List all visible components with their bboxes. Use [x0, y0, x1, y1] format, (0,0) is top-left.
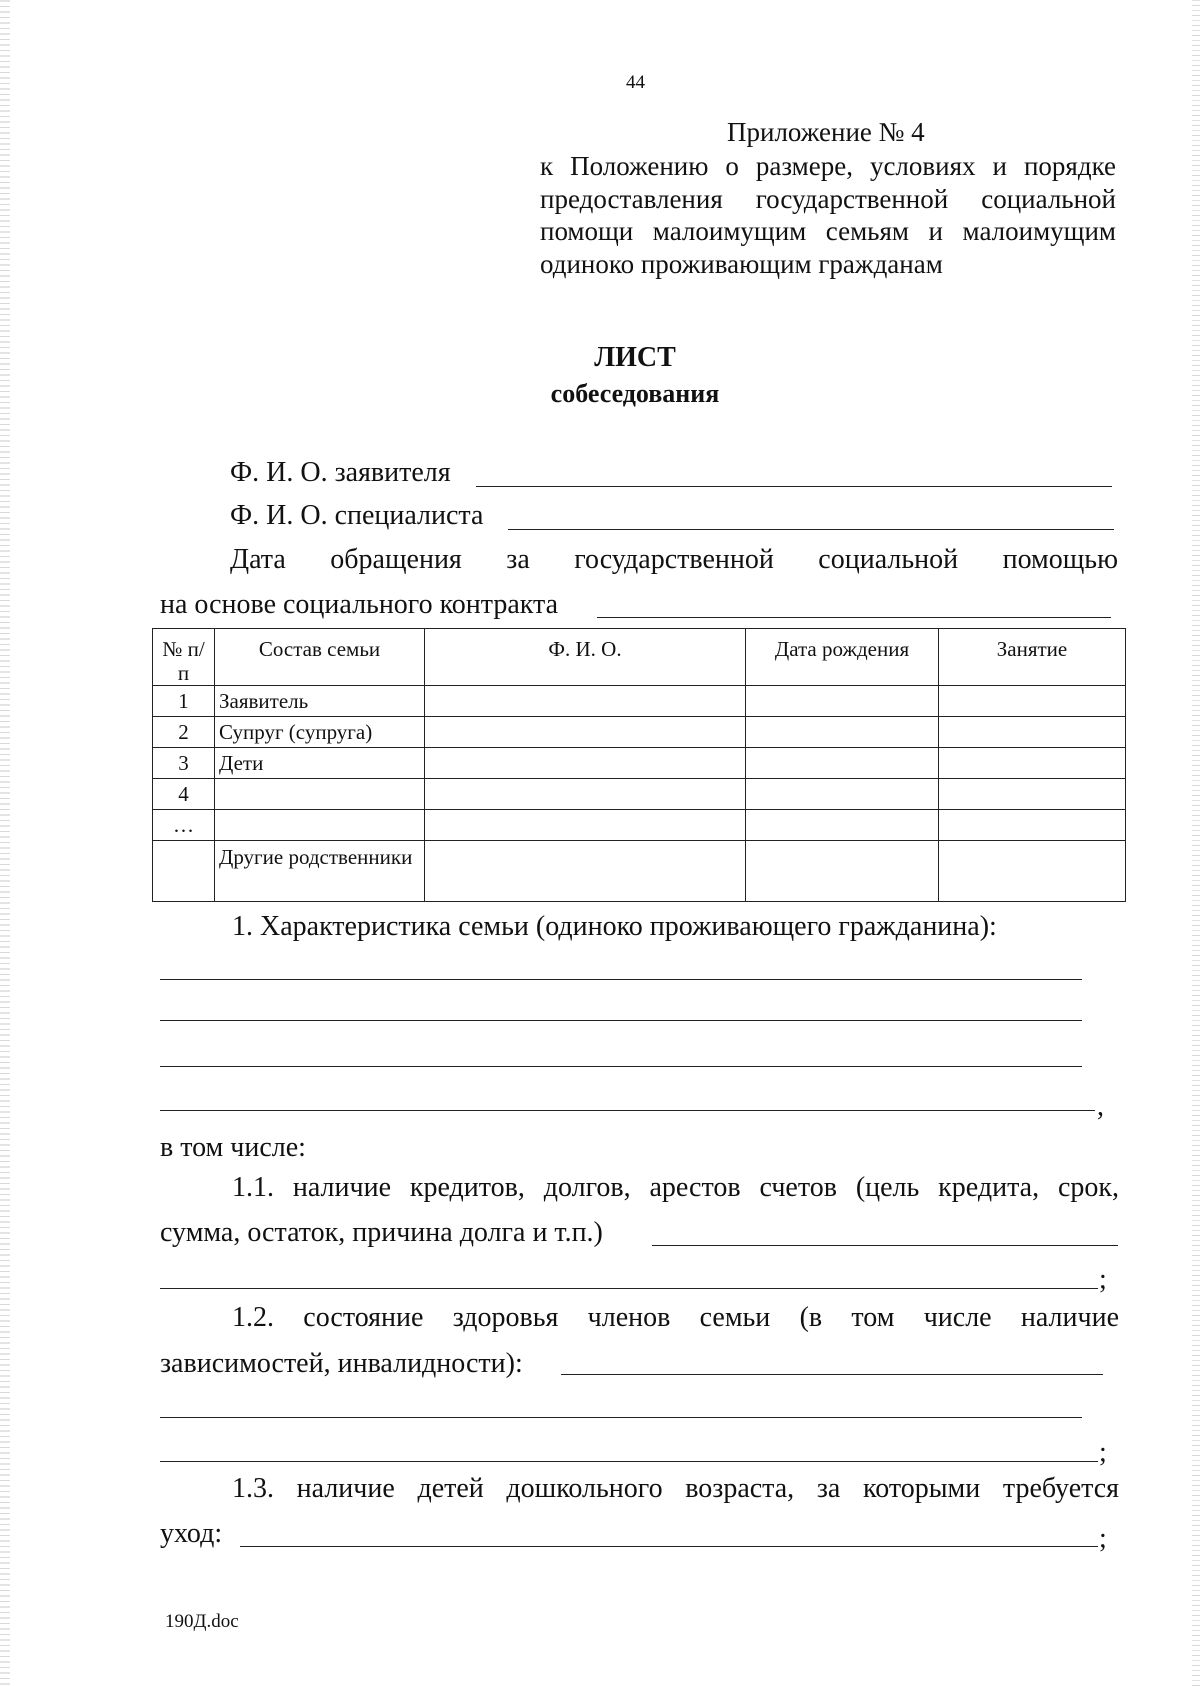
line-end-semicolon: ; — [1099, 1264, 1107, 1295]
row-num: … — [153, 810, 215, 841]
footer-filename: 190Д.doc — [165, 1611, 239, 1632]
table-row — [153, 810, 1126, 841]
family-characteristics-line-2[interactable] — [160, 1020, 1082, 1021]
row-member[interactable] — [215, 810, 425, 841]
row-occupation-cell[interactable] — [939, 748, 1126, 779]
row-occupation-cell[interactable] — [939, 841, 1126, 902]
document-title: ЛИСТ — [594, 342, 676, 373]
row-member: Другие родственники — [215, 841, 425, 902]
row-birthdate-cell[interactable] — [746, 810, 939, 841]
row-occupation-cell[interactable] — [939, 686, 1126, 717]
applicant-name-field[interactable] — [476, 486, 1112, 487]
appendix-reference — [540, 150, 1116, 280]
table-row — [153, 779, 1126, 810]
row-member: Дети — [215, 748, 425, 779]
section-1-2-label-cont: зависимостей, инвалидности): — [160, 1348, 523, 1379]
row-fio-cell[interactable] — [425, 841, 746, 902]
family-characteristics-line-3[interactable] — [160, 1066, 1082, 1067]
table-header-row — [153, 629, 1126, 686]
credits-debts-field-2[interactable] — [160, 1288, 1098, 1289]
line-end-comma: , — [1097, 1091, 1104, 1122]
applicant-label: Ф. И. О. заявителя — [230, 457, 451, 488]
section-1-3-label: 1.3. наличие детей дошкольного возраста, за которыми требуется — [232, 1473, 1119, 1504]
row-num: 4 — [153, 779, 215, 810]
health-status-field-1[interactable] — [561, 1374, 1103, 1375]
table-row — [153, 717, 1126, 748]
application-date-label-cont: на основе социального контракта — [160, 589, 559, 620]
row-num — [153, 841, 215, 902]
header-birthdate: Дата рождения — [746, 629, 939, 686]
specialist-label: Ф. И. О. специалиста — [230, 500, 484, 531]
family-characteristics-line-4[interactable] — [160, 1110, 1095, 1111]
application-date-label: Дата обращения за государственной социальной помощью — [230, 544, 1118, 575]
appendix-line: предоставления государственной социальной — [540, 183, 1116, 214]
row-fio-cell[interactable] — [425, 779, 746, 810]
credits-debts-field-1[interactable] — [652, 1245, 1118, 1246]
row-member: Заявитель — [215, 686, 425, 717]
row-birthdate-cell[interactable] — [746, 779, 939, 810]
specialist-name-field[interactable] — [508, 529, 1114, 530]
appendix-line: одиноко проживающим гражданам — [540, 248, 943, 279]
row-fio-cell[interactable] — [425, 748, 746, 779]
health-status-field-3[interactable] — [160, 1461, 1098, 1462]
header-fio: Ф. И. О. — [425, 629, 746, 686]
appendix-line: помощи малоимущим семьям и малоимущим — [540, 216, 1116, 246]
row-occupation-cell[interactable] — [939, 810, 1126, 841]
line-end-semicolon: ; — [1099, 1437, 1107, 1468]
row-fio-cell[interactable] — [425, 717, 746, 748]
row-birthdate-cell[interactable] — [746, 748, 939, 779]
line-end-semicolon: ; — [1099, 1523, 1107, 1554]
row-fio-cell[interactable] — [425, 686, 746, 717]
section-1-1-label-cont: сумма, остаток, причина долга и т.п.) — [160, 1217, 603, 1248]
row-birthdate-cell[interactable] — [746, 686, 939, 717]
scan-edge-right — [1192, 0, 1200, 1686]
header-num: № п/п — [153, 629, 215, 686]
preschool-children-field[interactable] — [240, 1546, 1098, 1547]
row-fio-cell[interactable] — [425, 810, 746, 841]
appendix-title: Приложение № 4 — [727, 117, 925, 147]
row-num: 3 — [153, 748, 215, 779]
application-date-field[interactable] — [597, 617, 1111, 618]
row-member[interactable] — [215, 779, 425, 810]
table-row — [153, 686, 1126, 717]
table-row — [153, 748, 1126, 779]
section-1-2-label: 1.2. состояние здоровья членов семьи (в том числе наличие — [232, 1302, 1119, 1333]
row-num: 2 — [153, 717, 215, 748]
row-birthdate-cell[interactable] — [746, 841, 939, 902]
row-occupation-cell[interactable] — [939, 779, 1126, 810]
document-subtitle: собеседования — [550, 379, 720, 408]
section1-heading: 1. Характеристика семьи (одиноко проживающего гражданина): — [232, 911, 997, 942]
row-member: Супруг (супруга) — [215, 717, 425, 748]
header-member: Состав семьи — [215, 629, 425, 686]
appendix-line: к Положению о размере, условиях и порядке — [540, 151, 1116, 181]
row-num: 1 — [153, 686, 215, 717]
scan-edge-left — [0, 0, 10, 1686]
row-birthdate-cell[interactable] — [746, 717, 939, 748]
section-1-3-label-cont: уход: — [160, 1518, 223, 1549]
page-number: 44 — [626, 72, 645, 93]
including-label: в том числе: — [160, 1132, 306, 1163]
health-status-field-2[interactable] — [160, 1417, 1082, 1418]
family-characteristics-line-1[interactable] — [160, 979, 1082, 980]
family-composition-table — [152, 628, 1126, 902]
row-occupation-cell[interactable] — [939, 717, 1126, 748]
header-occupation: Занятие — [939, 629, 1126, 686]
section-1-1-label: 1.1. наличие кредитов, долгов, арестов счетов (цель кредита, срок, — [232, 1172, 1119, 1203]
table-row — [153, 841, 1126, 902]
